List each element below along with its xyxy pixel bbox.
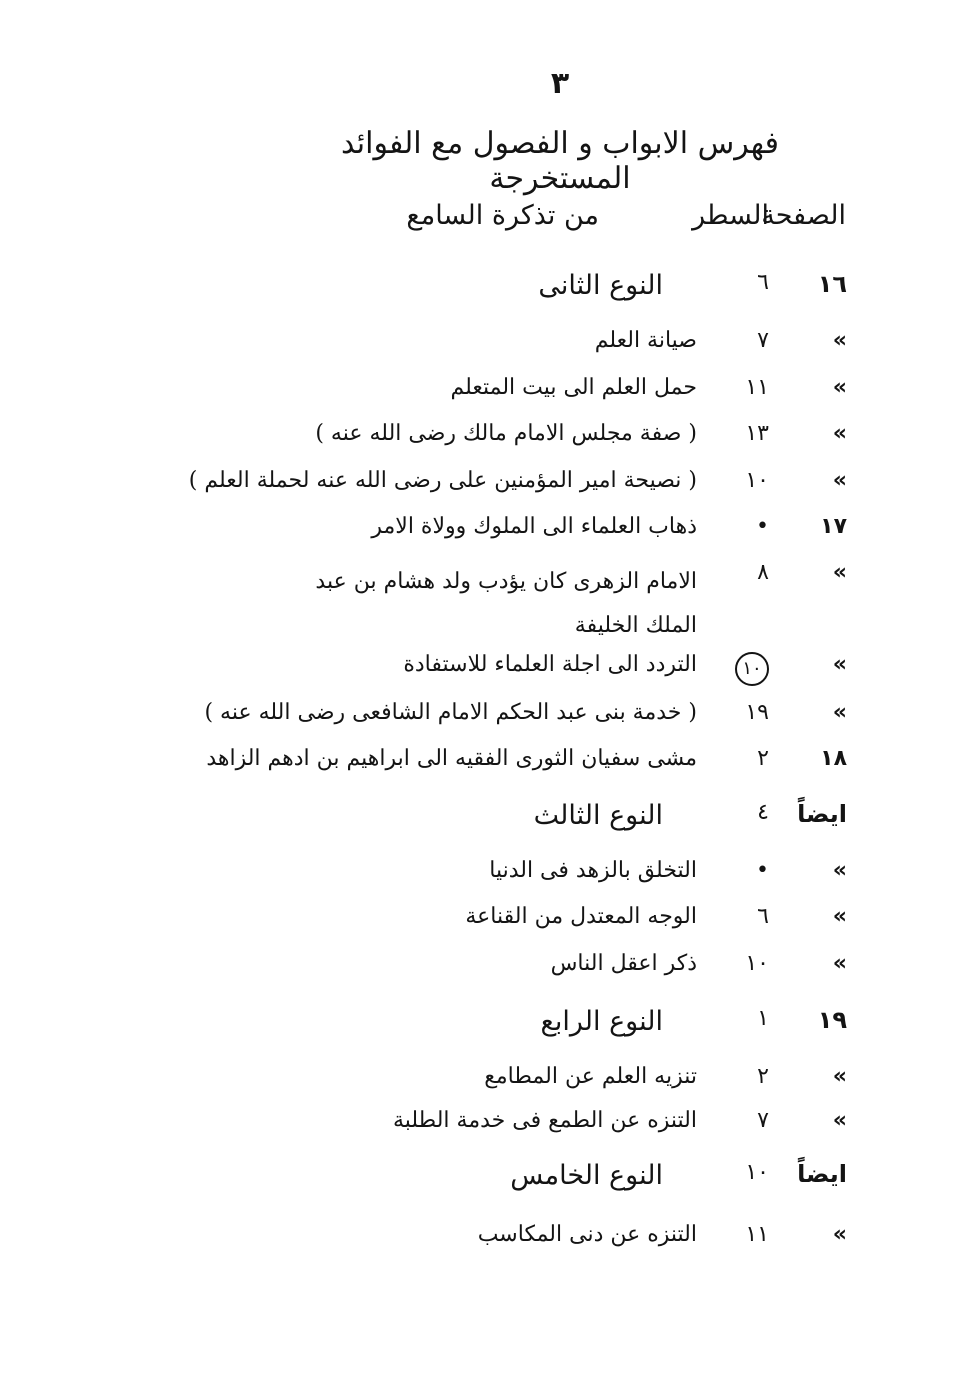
- row-line: ٤: [757, 800, 769, 825]
- circled-line-number: ١٠: [735, 652, 769, 686]
- row-title: تنزيه العلم عن المطامع: [484, 1064, 697, 1089]
- index-row: [0, 328, 959, 374]
- row-line: ١٠: [745, 468, 769, 493]
- index-row: [0, 375, 959, 421]
- row-title: حمل العلم الى بيت المتعلم: [450, 375, 697, 400]
- index-row: [0, 652, 959, 698]
- row-line: ٨: [757, 560, 769, 585]
- row-title: التنزه عن الطمع فى خدمة الطلبة: [392, 1108, 697, 1133]
- row-page: ١٦: [817, 270, 847, 298]
- row-line: ١٣: [745, 421, 769, 446]
- row-page: »: [832, 328, 847, 353]
- row-title: ( صفة مجلس الامام مالك رضى الله عنه ): [315, 421, 697, 446]
- index-row: [0, 270, 959, 316]
- row-page: »: [832, 858, 847, 883]
- row-title: الامام الزهرى كان يؤدب ولد هشام بن عبد الملك الخليفة: [315, 569, 697, 638]
- row-page: »: [832, 951, 847, 976]
- header-line-column: السطر: [692, 200, 769, 231]
- row-line: •: [756, 858, 769, 883]
- row-title: ذهاب العلماء الى الملوك وولاة الامر: [371, 514, 697, 539]
- row-page: »: [832, 375, 847, 400]
- row-title: ذكر اعقل الناس: [550, 951, 697, 976]
- row-line: ٦: [757, 270, 769, 295]
- row-title: التنزه عن دنى المكاسب: [477, 1222, 697, 1247]
- row-page: ١٩: [817, 1006, 847, 1034]
- index-row: [0, 1108, 959, 1154]
- row-title: النوع الرابع: [540, 1006, 663, 1037]
- row-line: ١٩: [745, 700, 769, 725]
- row-line: ١٠: [745, 1160, 769, 1185]
- row-line: ١: [757, 1006, 769, 1031]
- row-page: »: [832, 652, 847, 677]
- index-row: [0, 1064, 959, 1110]
- index-row: [0, 700, 959, 746]
- row-line: ١١: [745, 375, 769, 400]
- page-title: فهرس الابواب و الفصول مع الفوائد المستخرجة: [341, 126, 779, 196]
- index-row: [0, 468, 959, 514]
- row-page: »: [832, 468, 847, 493]
- row-line: ١١: [745, 1222, 769, 1247]
- index-row: [0, 904, 959, 950]
- index-row: [0, 951, 959, 997]
- row-page: »: [832, 560, 847, 585]
- row-page: ايضاً: [797, 1160, 847, 1188]
- row-page: ايضاً: [797, 800, 847, 828]
- row-line: ٢: [757, 746, 769, 771]
- index-row: [0, 1006, 959, 1052]
- index-row: [0, 514, 959, 560]
- header-source: من تذكرة السامع: [406, 200, 599, 231]
- row-title: مشى سفيان الثورى الفقيه الى ابراهيم بن ادهم الزاهد: [206, 746, 697, 771]
- row-title: النوع الثالث: [533, 800, 663, 831]
- row-title: ( نصيحة امير المؤمنين على رضى الله عنه لحملة العلم ): [188, 468, 697, 493]
- row-line: ٦: [757, 904, 769, 929]
- row-line: [709, 652, 769, 686]
- row-title: صيانة العلم: [594, 328, 697, 353]
- index-row: [0, 746, 959, 792]
- row-line: ١٠: [745, 951, 769, 976]
- index-row: [0, 1160, 959, 1206]
- row-line: ٧: [757, 1108, 769, 1133]
- row-title: النوع الثانى: [538, 270, 663, 301]
- row-page: »: [832, 700, 847, 725]
- row-page: »: [832, 904, 847, 929]
- row-line: •: [756, 514, 769, 539]
- row-page: »: [832, 1108, 847, 1133]
- index-row: [0, 560, 959, 650]
- row-page: ١٨: [820, 746, 847, 771]
- row-line: ٧: [757, 328, 769, 353]
- row-title: ( خدمة بنى عبد الحكم الامام الشافعى رضى الله عنه ): [204, 700, 697, 725]
- index-row: [0, 800, 959, 846]
- row-page: »: [832, 1064, 847, 1089]
- row-line: ٢: [757, 1064, 769, 1089]
- header-page-column: الصفحة: [761, 200, 846, 231]
- row-title: التخلق بالزهد فى الدنيا: [489, 858, 697, 883]
- index-row: [0, 1222, 959, 1268]
- row-title: التردد الى اجلة العلماء للاستفادة: [403, 652, 697, 677]
- row-page: »: [832, 421, 847, 446]
- page-number: ٣: [550, 66, 570, 101]
- row-page: »: [832, 1222, 847, 1247]
- row-title: النوع الخامس: [510, 1160, 663, 1191]
- index-row: [0, 421, 959, 467]
- index-row: [0, 858, 959, 904]
- row-page: ١٧: [820, 514, 847, 539]
- row-title: الوجه المعتدل من القناعة: [465, 904, 697, 929]
